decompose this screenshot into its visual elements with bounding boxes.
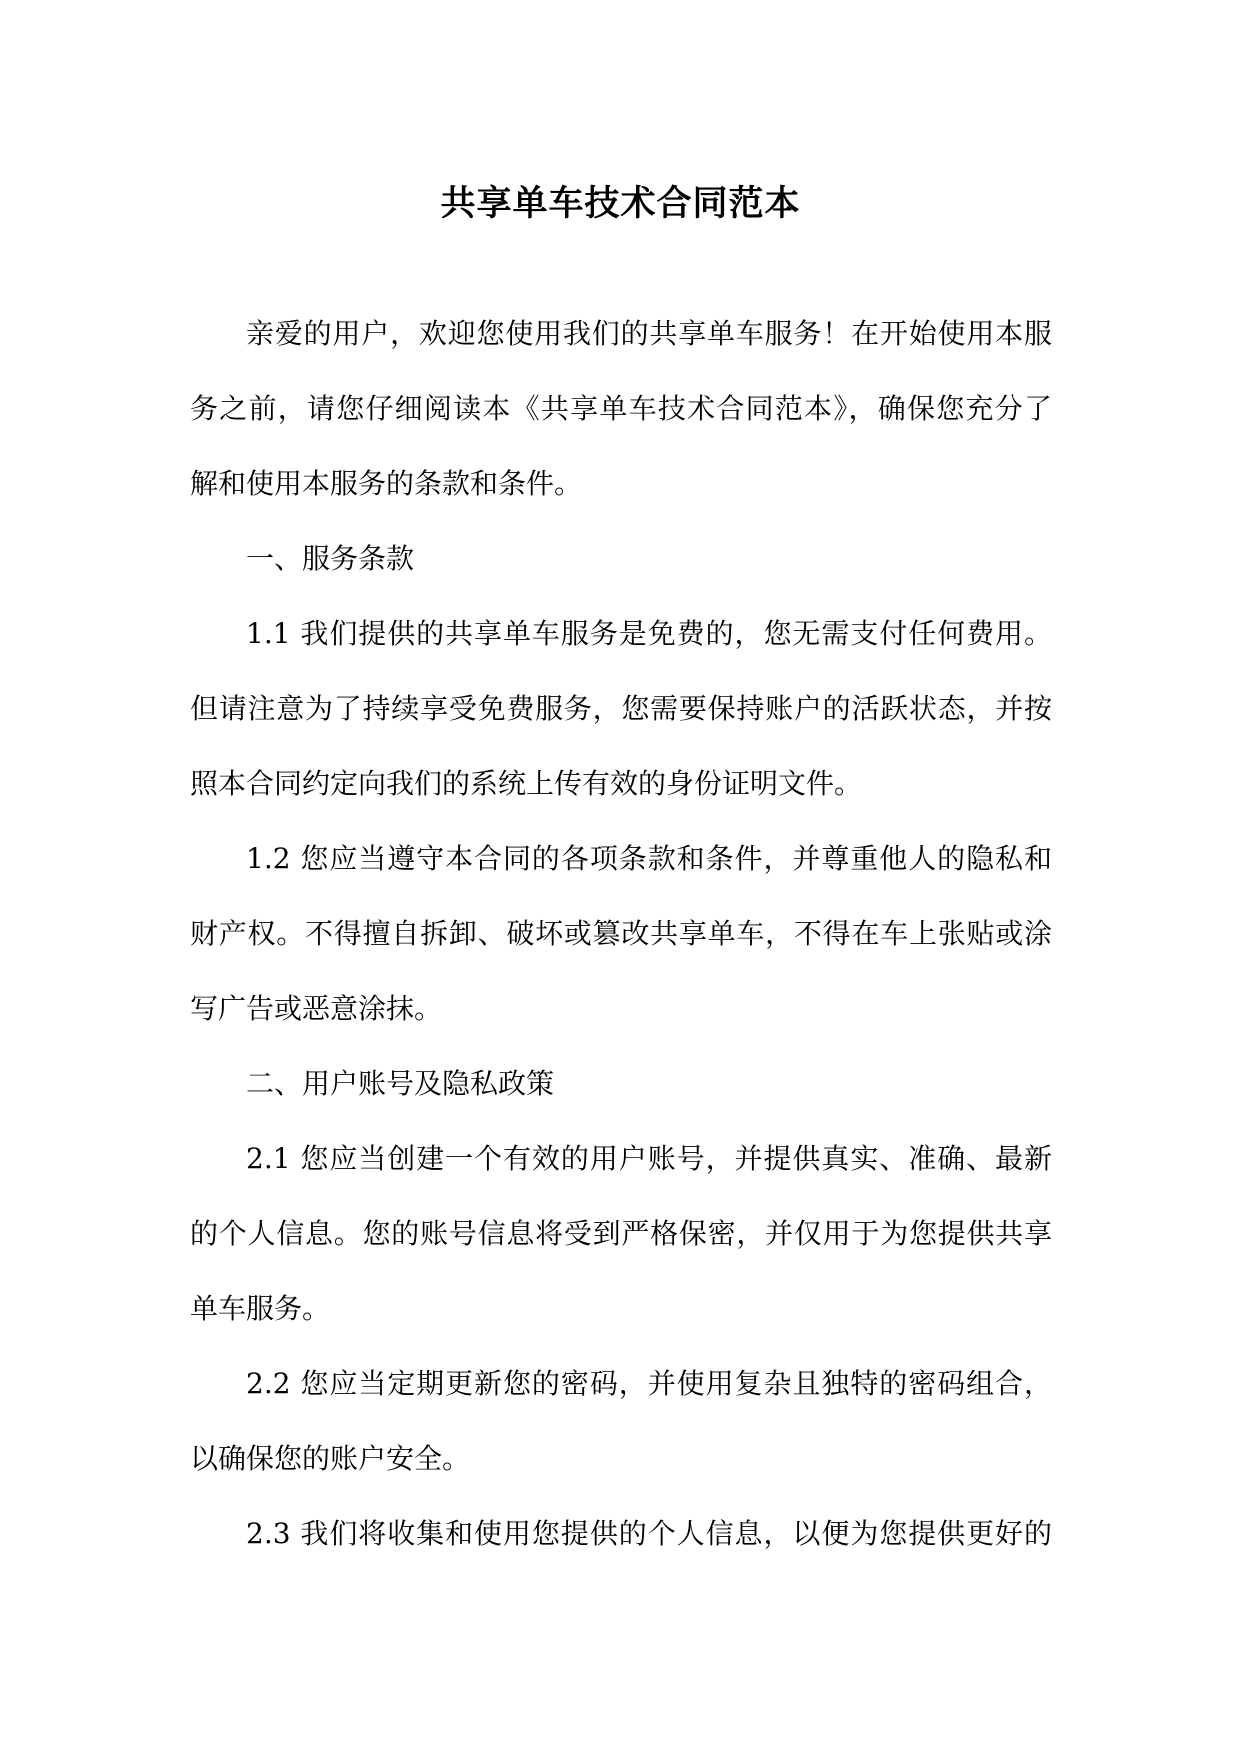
paragraph-line: 单车服务。 [190, 1292, 331, 1325]
paragraph-line: 1.2 您应当遵守本合同的各项条款和条件，并尊重他人的隐私和 [246, 842, 1052, 875]
section-heading: 二、用户账号及隐私政策 [246, 1067, 555, 1100]
paragraph-line: 照本合同约定向我们的系统上传有效的身份证明文件。 [190, 767, 863, 800]
paragraph-line: 但请注意为了持续享受免费服务，您需要保持账户的活跃状态，并按 [190, 692, 1052, 725]
paragraph-line: 的个人信息。您的账号信息将受到严格保密，并仅用于为您提供共享 [190, 1217, 1052, 1250]
paragraph-line: 2.2 您应当定期更新您的密码，并使用复杂且独特的密码组合， [246, 1367, 1052, 1400]
paragraph-line: 务之前，请您仔细阅读本《共享单车技术合同范本》，确保您充分了 [190, 392, 1052, 425]
document-title: 共享单车技术合同范本 [440, 183, 801, 224]
paragraph-line: 2.1 您应当创建一个有效的用户账号，并提供真实、准确、最新 [246, 1142, 1052, 1175]
section-heading: 一、服务条款 [246, 542, 415, 575]
paragraph-line: 亲爱的用户，欢迎您使用我们的共享单车服务！在开始使用本服 [246, 317, 1052, 350]
paragraph-line: 解和使用本服务的条款和条件。 [190, 467, 583, 500]
paragraph-line: 写广告或恶意涂抹。 [190, 992, 443, 1025]
paragraph-line: 2.3 我们将收集和使用您提供的个人信息，以便为您提供更好的 [246, 1517, 1052, 1550]
paragraph-line: 1.1 我们提供的共享单车服务是免费的，您无需支付任何费用。 [246, 617, 1052, 650]
paragraph-line: 财产权。不得擅自拆卸、破坏或篡改共享单车，不得在车上张贴或涂 [190, 917, 1052, 950]
paragraph-line: 以确保您的账户安全。 [190, 1442, 471, 1475]
